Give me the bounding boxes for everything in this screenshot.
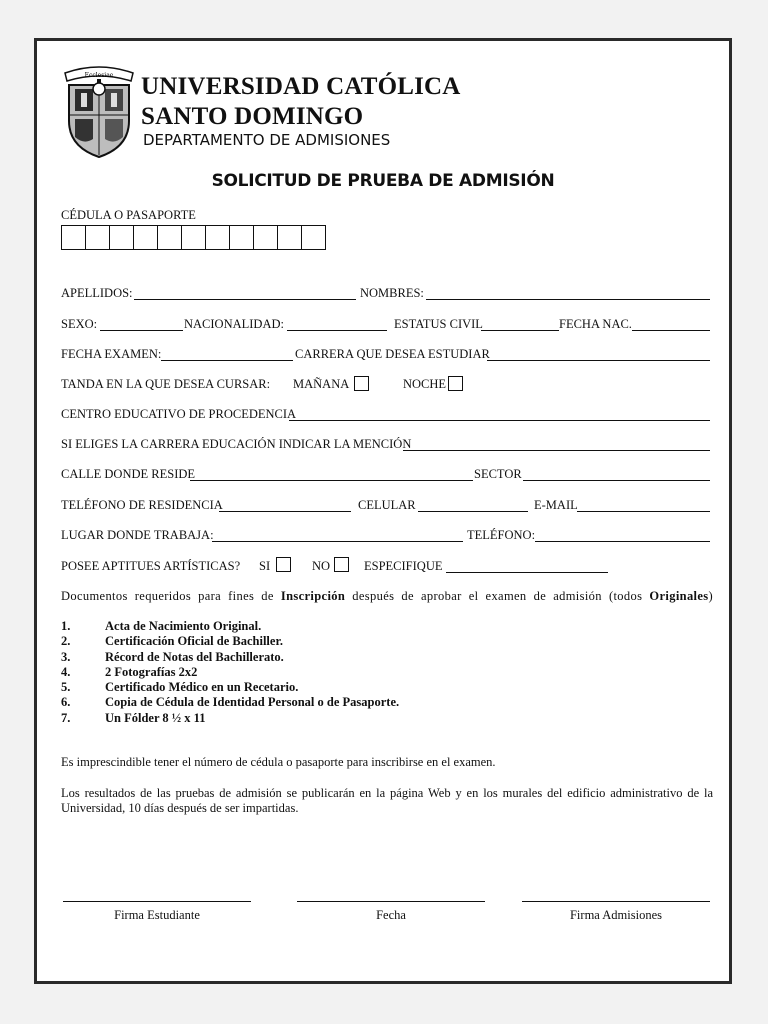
especifique-field[interactable] [446, 572, 608, 573]
id-digit-box[interactable] [182, 226, 206, 249]
admissions-signature-line[interactable] [522, 901, 710, 902]
especifique-label: ESPECIFIQUE [364, 559, 443, 573]
note-id-required: Es imprescindible tener el número de cédula o pasaporte para inscribirse en el examen. [61, 755, 496, 769]
email-label: E-MAIL [534, 498, 578, 512]
telefono-label: TELÉFONO: [467, 528, 536, 542]
telefono-residencia-field[interactable] [219, 511, 351, 512]
no-checkbox[interactable] [334, 557, 349, 572]
fecha-nac-label: FECHA NAC. [559, 317, 632, 331]
id-digit-box[interactable] [278, 226, 302, 249]
list-item: 6. Copia de Cédula de Identidad Personal o de Pasaporte. [61, 695, 400, 710]
list-item: 7. Un Fólder 8 ½ x 11 [61, 710, 206, 725]
id-digit-box[interactable] [206, 226, 230, 249]
tanda-label: TANDA EN LA QUE DESEA CURSAR: [61, 377, 271, 391]
estatus-civil-label: ESTATUS CIVIL [394, 317, 483, 331]
apellidos-field[interactable] [134, 299, 356, 300]
calle-label: CALLE DONDE RESIDE [61, 467, 196, 481]
date-signature-line[interactable] [297, 901, 485, 902]
admissions-signature-label: Firma Admisiones [569, 908, 663, 922]
sexo-label: SEXO: [61, 317, 98, 331]
note-results: Los resultados de las pruebas de admisión se publicarán en la página Web y en los murales del edificio administrativo de la Universidad, 10 días después de ser impartidas. [61, 786, 713, 815]
id-digit-box[interactable] [134, 226, 158, 249]
id-digit-box[interactable] [254, 226, 278, 249]
lugar-trabajo-label: LUGAR DONDE TRABAJA: [61, 528, 214, 542]
sector-label: SECTOR [474, 467, 522, 481]
id-digit-box[interactable] [86, 226, 110, 249]
carrera-field[interactable] [487, 360, 710, 361]
fecha-examen-field[interactable] [161, 360, 293, 361]
department-name: DEPARTAMENTO DE ADMISIONES [143, 131, 391, 149]
sexo-field[interactable] [100, 330, 183, 331]
id-digit-box[interactable] [110, 226, 134, 249]
list-item: 2. Certificación Oficial de Bachiller. [61, 634, 283, 649]
noche-checkbox[interactable] [448, 376, 463, 391]
aptitudes-label: POSEE APTITUES ARTÍSTICAS? [61, 559, 241, 573]
carrera-label: CARRERA QUE DESEA ESTUDIAR [295, 347, 490, 361]
lugar-trabajo-field[interactable] [212, 541, 463, 542]
id-digit-box[interactable] [158, 226, 182, 249]
apellidos-label: APELLIDOS: [61, 286, 133, 300]
nombres-label: NOMBRES: [360, 286, 424, 300]
university-name-line2: SANTO DOMINGO [141, 103, 364, 130]
mencion-label: SI ELIGES LA CARRERA EDUCACIÓN INDICAR LA MENCIÓN [61, 437, 412, 451]
si-label: SI [259, 559, 271, 573]
fecha-nac-field[interactable] [632, 330, 710, 331]
logo-banner-text: Ecclesiae [84, 72, 114, 79]
nacionalidad-label: NACIONALIDAD: [184, 317, 284, 331]
no-label: NO [312, 559, 331, 573]
manana-checkbox[interactable] [354, 376, 369, 391]
manana-label: MAÑANA [293, 377, 350, 391]
id-digit-box[interactable] [302, 226, 325, 249]
celular-field[interactable] [418, 511, 528, 512]
nombres-field[interactable] [426, 299, 710, 300]
list-item: 5. Certificado Médico en un Recetario. [61, 680, 299, 695]
university-seal-logo [61, 59, 137, 159]
student-signature-line[interactable] [63, 901, 251, 902]
list-item: 3. Récord de Notas del Bachillerato. [61, 649, 284, 664]
celular-label: CELULAR [358, 498, 416, 512]
id-digit-box[interactable] [62, 226, 86, 249]
application-form-page [34, 38, 732, 984]
fecha-examen-label: FECHA EXAMEN: [61, 347, 162, 361]
student-signature-label: Firma Estudiante [114, 908, 200, 922]
telefono-residencia-label: TELÉFONO DE RESIDENCIA [61, 498, 223, 512]
id-number-boxes[interactable] [61, 225, 326, 250]
form-title: SOLICITUD DE PRUEBA DE ADMISIÓN [211, 171, 555, 191]
requirements-intro: Documentos requeridos para fines de Inscripción después de aprobar el examen de admisión (todos Originales) [61, 589, 713, 603]
centro-educativo-field[interactable] [289, 420, 710, 421]
id-digit-box[interactable] [230, 226, 254, 249]
noche-label: NOCHE [403, 377, 447, 391]
date-label: Fecha [376, 908, 406, 922]
mencion-field[interactable] [403, 450, 710, 451]
email-field[interactable] [577, 511, 710, 512]
nacionalidad-field[interactable] [287, 330, 387, 331]
estatus-civil-field[interactable] [481, 330, 559, 331]
university-name-line1: UNIVERSIDAD CATÓLICA [141, 73, 461, 100]
requirements-list [61, 619, 399, 726]
telefono-field[interactable] [535, 541, 710, 542]
centro-educativo-label: CENTRO EDUCATIVO DE PROCEDENCIA [61, 407, 297, 421]
sector-field[interactable] [523, 480, 710, 481]
calle-field[interactable] [190, 480, 473, 481]
list-item: 4. 2 Fotografías 2x2 [61, 664, 198, 679]
id-label: CÉDULA O PASAPORTE [61, 208, 196, 222]
si-checkbox[interactable] [276, 557, 291, 572]
list-item: 1. Acta de Nacimiento Original. [61, 619, 262, 633]
